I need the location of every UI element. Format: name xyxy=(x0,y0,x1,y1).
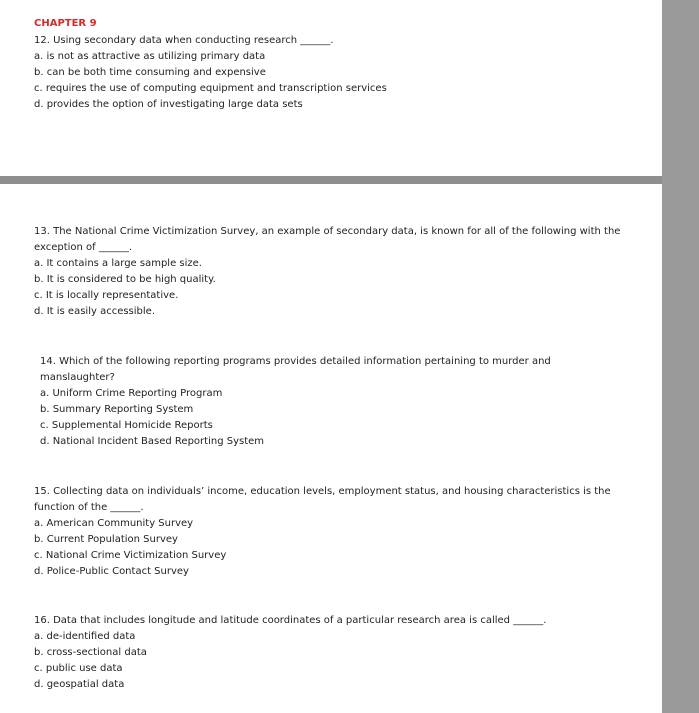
question-12 xyxy=(34,33,387,113)
question-16-option-c: c. public use data xyxy=(34,663,123,674)
question-13-option-d: d. It is easily accessible. xyxy=(34,306,155,317)
question-15-line-2: function of the ______. xyxy=(34,502,144,513)
chapter-heading: CHAPTER 9 xyxy=(34,18,97,29)
question-14 xyxy=(40,354,551,450)
page-divider xyxy=(0,176,662,184)
question-15-line-1: 15. Collecting data on individuals’ income, education levels, employment status, and housing characteristics is the xyxy=(34,486,611,497)
question-15-option-c: c. National Crime Victimization Survey xyxy=(34,550,227,561)
question-15-option-a: a. American Community Survey xyxy=(34,518,194,529)
question-15-option-d: d. Police-Public Contact Survey xyxy=(34,566,189,577)
question-13-line-2: exception of ______. xyxy=(34,242,133,253)
question-14-line-2: manslaughter? xyxy=(40,372,115,383)
question-12-option-c: c. requires the use of computing equipment and transcription services xyxy=(34,83,387,94)
question-16-line-1: 16. Data that includes longitude and latitude coordinates of a particular research area is called ______. xyxy=(34,615,547,626)
question-13-option-b: b. It is considered to be high quality. xyxy=(34,274,216,285)
question-12-option-d: d. provides the option of investigating large data sets xyxy=(34,99,303,110)
question-13-line-1: 13. The National Crime Victimization Survey, an example of secondary data, is known for all of the following with the xyxy=(34,226,621,237)
question-14-option-d: d. National Incident Based Reporting System xyxy=(40,436,265,447)
question-13 xyxy=(34,224,620,320)
question-12-option-a: a. is not as attractive as utilizing primary data xyxy=(34,51,266,62)
question-16-option-a: a. de-identified data xyxy=(34,631,136,642)
question-12-line-1: 12. Using secondary data when conducting research ______. xyxy=(34,35,334,46)
question-16-option-d: d. geospatial data xyxy=(34,679,125,690)
question-13-option-c: c. It is locally representative. xyxy=(34,290,179,301)
question-12-option-b: b. can be both time consuming and expensive xyxy=(34,67,266,78)
question-15 xyxy=(34,484,611,580)
question-13-option-a: a. It contains a large sample size. xyxy=(34,258,202,269)
question-16-option-b: b. cross-sectional data xyxy=(34,647,147,658)
question-14-line-1: 14. Which of the following reporting programs provides detailed information pertaining to murder and xyxy=(40,356,551,367)
question-14-option-b: b. Summary Reporting System xyxy=(40,404,194,415)
question-14-option-c: c. Supplemental Homicide Reports xyxy=(40,420,213,431)
question-14-option-a: a. Uniform Crime Reporting Program xyxy=(40,388,223,399)
question-16 xyxy=(34,613,546,693)
question-15-option-b: b. Current Population Survey xyxy=(34,534,178,545)
